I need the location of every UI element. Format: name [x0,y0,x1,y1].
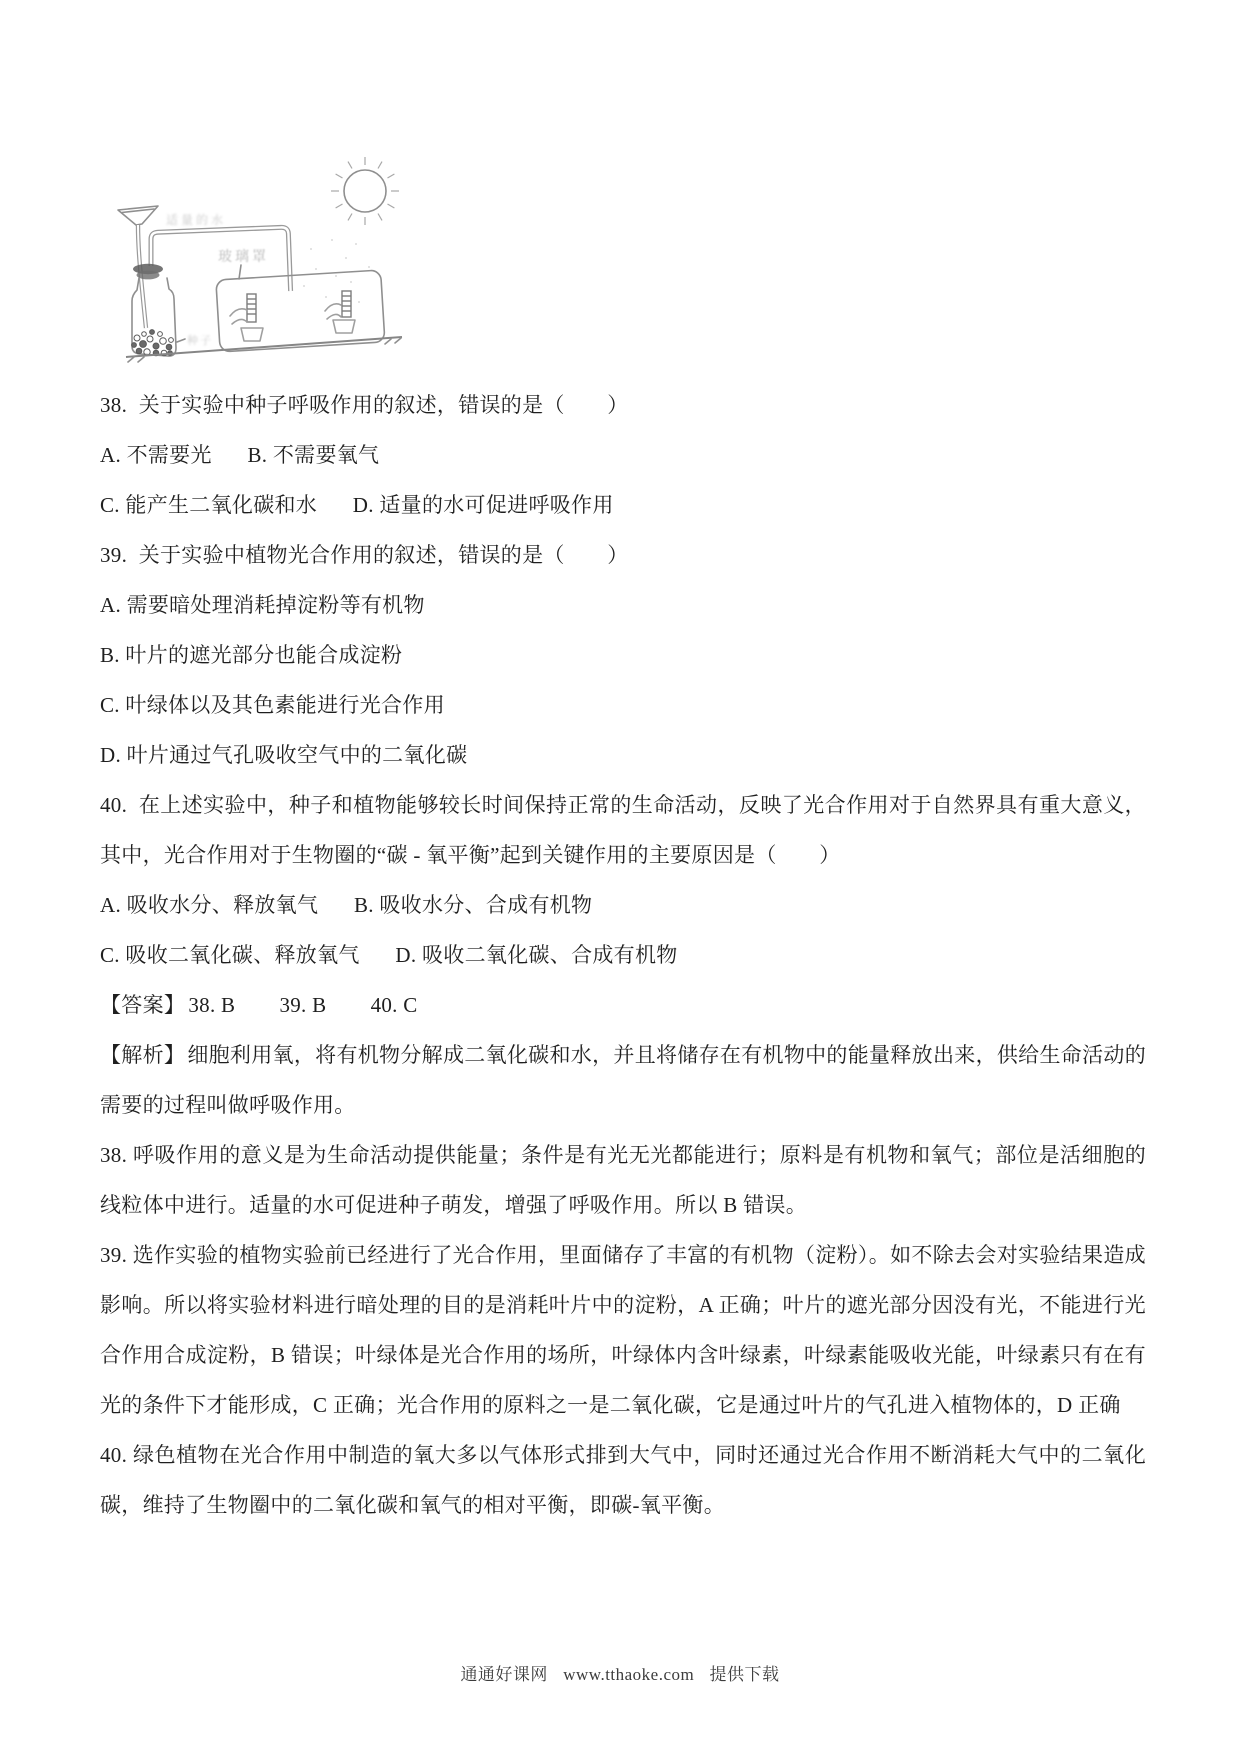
option-b: B. 吸收水分、合成有机物 [353,893,593,917]
question-number: 38. [100,393,128,417]
option-d: D. 适量的水可促进呼吸作用 [352,493,614,517]
question-39-option-d [100,730,1146,780]
question-stem-text: 关于实验中植物光合作用的叙述，错误的是（ ） [138,543,629,567]
question-number: 39. [100,543,128,567]
rubber-stopper [133,264,163,280]
option-d: D. 叶片通过气孔吸收空气中的二氧化碳 [100,743,468,767]
question-number: 40. [100,793,128,817]
question-38-options-cd [100,480,1146,530]
plant-sketch-2 [325,291,355,333]
question-stem-text: 关于实验中种子呼吸作用的叙述，错误的是（ ） [138,393,629,417]
analysis-intro [100,1030,1146,1130]
experiment-diagram [100,148,420,368]
seeds-leader-line [177,339,185,342]
plant-sketch-1 [230,294,263,341]
footer [0,1660,1240,1685]
question-39-stem [100,530,1146,580]
option-b: B. 叶片的遮光部分也能合成淀粉 [100,643,403,667]
answer-line [100,980,1146,1030]
option-a: A. 不需要光 [100,443,212,467]
exam-text-block [100,380,1146,1530]
option-c: C. 吸收二氧化碳、释放氧气 [100,943,360,967]
option-b: B. 不需要氧气 [247,443,380,467]
diagram-label-glass-cover: 玻璃罩 [218,250,269,265]
diagram-label-seeds: 种子 [187,335,213,347]
question-39-option-c [100,680,1146,730]
analysis-paragraph-40: 40. 绿色植物在光合作用中制造的氧大多以气体形式排到大气中，同时还通过光合作用不断消耗大气中的二氧化碳，维持了生物圈中的二氧化碳和氧气的相对平衡，即碳-氧平衡。 [100,1443,1146,1517]
question-stem-text: 在上述实验中，种子和植物能够较长时间保持正常的生命活动，反映了光合作用对于自然界具有重大意义，其中，光合作用对于生物圈的“碳 - 氧平衡”起到关键作用的主要原因是（ ） [100,793,1146,867]
answer-item-39: 39. B [279,993,327,1017]
option-a: A. 吸收水分、释放氧气 [100,893,319,917]
footer-download-note: 提供下载 [709,1665,780,1684]
footer-site-url: www.tthaoke.com [563,1665,695,1684]
diagram-label-water: 适量的水 [166,213,227,227]
option-c: C. 能产生二氧化碳和水 [100,493,318,517]
question-40-options-cd [100,930,1146,980]
question-39-option-a [100,580,1146,630]
seeds-cluster [132,330,174,356]
question-40-options-ab [100,880,1146,930]
option-d: D. 吸收二氧化碳、合成有机物 [395,943,678,967]
scan-speckles [303,239,370,317]
question-39-option-b [100,630,1146,680]
answer-item-38: 38. B [188,993,236,1017]
option-a: A. 需要暗处理消耗掉淀粉等有机物 [100,593,425,617]
analysis-label: 【解析】 [100,1043,186,1067]
analysis-intro-text: 细胞利用氧，将有机物分解成二氧化碳和水，并且将储存在有机物中的能量释放出来，供给生命活动的需要的过程叫做呼吸作用。 [100,1043,1146,1117]
answer-label: 【答案】 [100,993,186,1017]
question-38-stem [100,380,1146,430]
question-40-stem [100,780,1146,880]
analysis-paragraph-38: 38. 呼吸作用的意义是为生命活动提供能量；条件是有光无光都能进行；原料是有机物和氧气；部位是活细胞的线粒体中进行。适量的水可促进种子萌发，增强了呼吸作用。所以 B 错误。 [100,1143,1146,1217]
option-c: C. 叶绿体以及其色素能进行光合作用 [100,693,445,717]
question-38-options-ab [100,430,1146,480]
footer-site-name: 通通好课网 [460,1665,548,1684]
analysis-paragraph-39: 39. 选作实验的植物实验前已经进行了光合作用，里面储存了丰富的有机物（淀粉）。如不除去会对实验结果造成影响。所以将实验材料进行暗处理的目的是消耗叶片中的淀粉，A 正确；叶片的遮光部分因没有光，不能进行光合作用合成淀粉，B 错误；叶绿体是光合作用的场所，叶绿体内含叶绿素，叶绿素能吸收光能，叶绿素只有在有光的条件下才能形成，C 正确；光合作用的原料之一是二氧化碳，它是通过叶片的气孔进入植物体的，D 正确 [100,1243,1146,1417]
glass-cover-leader-line [239,265,241,279]
answer-item-40: 40. C [370,993,418,1017]
